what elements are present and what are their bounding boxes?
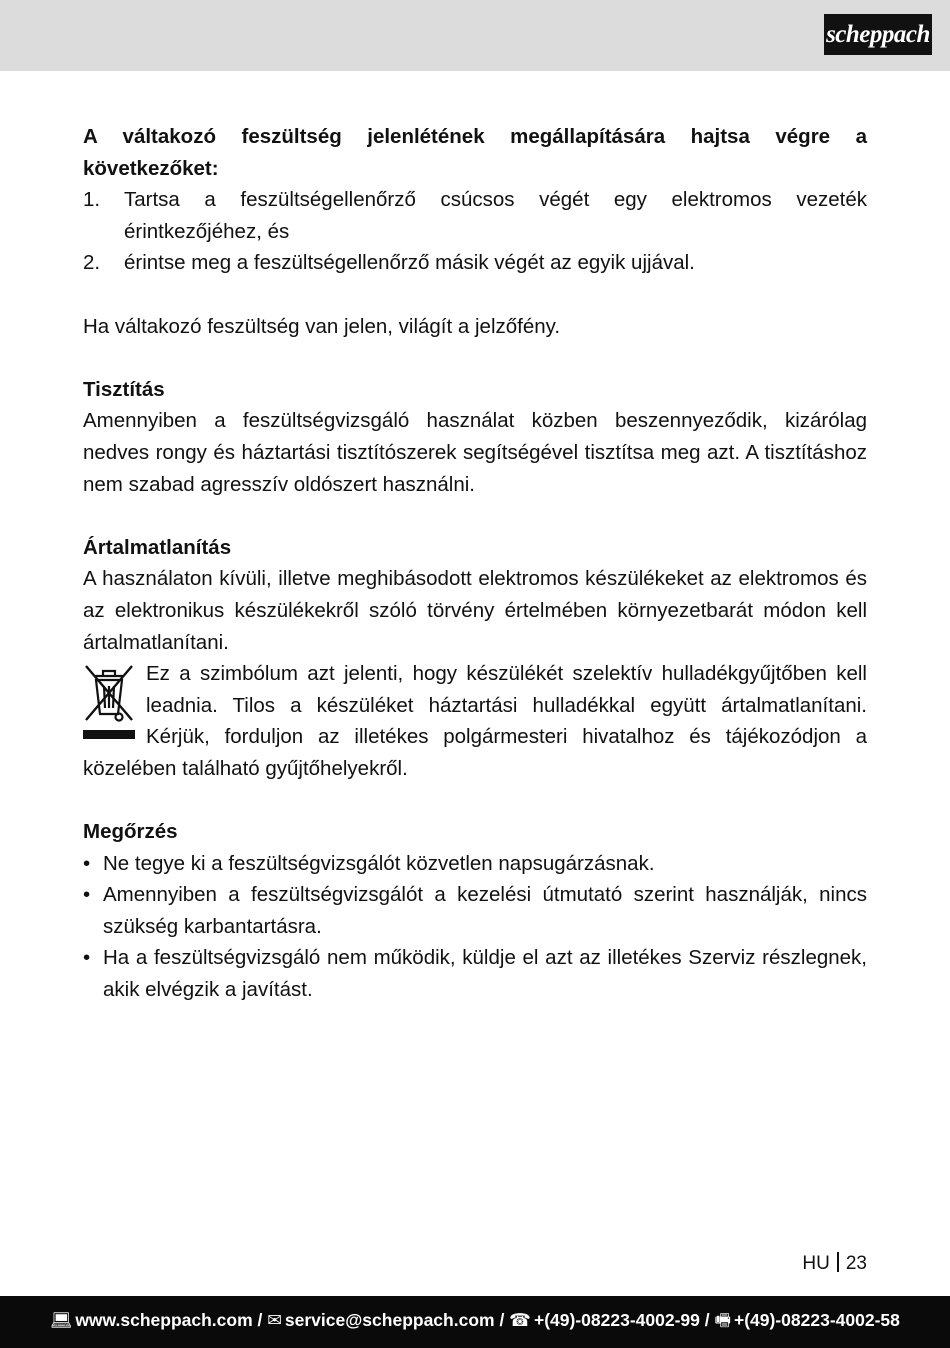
step-number: 1. bbox=[83, 188, 101, 212]
weee-notice bbox=[83, 658, 867, 784]
list-item bbox=[83, 879, 867, 942]
weee-text: Ez a szimbólum azt jelenti, hogy készülékét szelektív hulladékgyűjtőben kell leadnia. Tilos a készüléket háztartási hulladékkal együtt ártalmatlanítani. Kérjük, forduljon az illetékes polgármesteri hivatalhoz és tájékozódjon a közelében található gyűjtőhelyekről. bbox=[83, 662, 867, 780]
email-link[interactable]: service@scheppach.com bbox=[284, 1310, 495, 1330]
page-footer: 💻︎ www.scheppach.com / ✉︎ service@scheppach.com / ☎︎ +(49)-08223-4002-99 / 🖷︎ +(49)-08223-4002-58 bbox=[0, 1296, 950, 1348]
storage-list bbox=[83, 848, 867, 1006]
bullet-icon: • bbox=[83, 946, 91, 970]
step-text: érintse meg a feszültségellenőrző másik végét az egyik ujjával. bbox=[124, 251, 695, 275]
list-item bbox=[83, 184, 867, 247]
bullet-text: Ha a feszültségvizsgáló nem működik, küldje el azt az illetékes Szerviz részlegnek, akik elvégzik a javítást. bbox=[103, 946, 867, 1002]
page-header bbox=[0, 0, 950, 71]
indicator-note: Ha váltakozó feszültség van jelen, világít a jelzőfény. bbox=[83, 314, 561, 338]
bullet-icon: • bbox=[83, 883, 91, 907]
fax-number: +(49)-08223-4002-58 bbox=[734, 1310, 900, 1330]
page-number bbox=[802, 1252, 867, 1275]
cleaning-text: Amennyiben a feszültségvizsgáló használat közben beszennyeződik, kizárólag nedves rongy és háztartási tisztítószerek segítségével tisztítsa meg azt. A tisztításhoz nem szabad agresszív oldószert használni. bbox=[83, 409, 867, 496]
website-link[interactable]: www.scheppach.com bbox=[75, 1310, 253, 1330]
intro-lead: A váltakozó feszültség jelenlétének megállapítására hajtsa végre a következőket: bbox=[83, 125, 867, 180]
step-number: 2. bbox=[83, 251, 101, 275]
step-text: Tartsa a feszültségellenőrző csúcsos végét egy elektromos vezeték érintkezőjéhez, és bbox=[124, 188, 867, 243]
document-body bbox=[83, 121, 867, 1006]
steps-list bbox=[83, 184, 867, 279]
list-item bbox=[83, 848, 867, 880]
list-item bbox=[83, 247, 867, 279]
computer-icon: 💻︎ bbox=[50, 1310, 73, 1330]
section-heading-storage: Megőrzés bbox=[83, 820, 178, 844]
section-heading-disposal: Ártalmatlanítás bbox=[83, 535, 232, 559]
phone-icon: ☎︎ bbox=[509, 1310, 531, 1330]
language-code: HU bbox=[802, 1253, 830, 1274]
weee-crossed-bin-icon bbox=[83, 662, 135, 744]
divider bbox=[837, 1252, 839, 1272]
brand-logo: scheppach bbox=[824, 14, 932, 55]
list-item bbox=[83, 942, 867, 1005]
bullet-icon: • bbox=[83, 851, 91, 875]
section-heading-cleaning: Tisztítás bbox=[83, 377, 165, 401]
page-number-value: 23 bbox=[845, 1253, 867, 1274]
bullet-text: Ne tegye ki a feszültségvizsgálót közvetlen napsugárzásnak. bbox=[103, 851, 655, 875]
bullet-text: Amennyiben a feszültségvizsgálót a kezelési útmutató szerint használják, nincs szükség karbantartásra. bbox=[103, 883, 867, 938]
mail-icon: ✉︎ bbox=[267, 1310, 282, 1330]
phone-number: +(49)-08223-4002-99 bbox=[533, 1310, 700, 1330]
fax-icon: 🖷︎ bbox=[714, 1310, 731, 1330]
disposal-text: A használaton kívüli, illetve meghibásodott elektromos készülékeket az elektromos és az elektronikus készülékekről szóló törvény értelmében környezetbarát módon kell ártalmatlanítani. bbox=[83, 567, 867, 654]
